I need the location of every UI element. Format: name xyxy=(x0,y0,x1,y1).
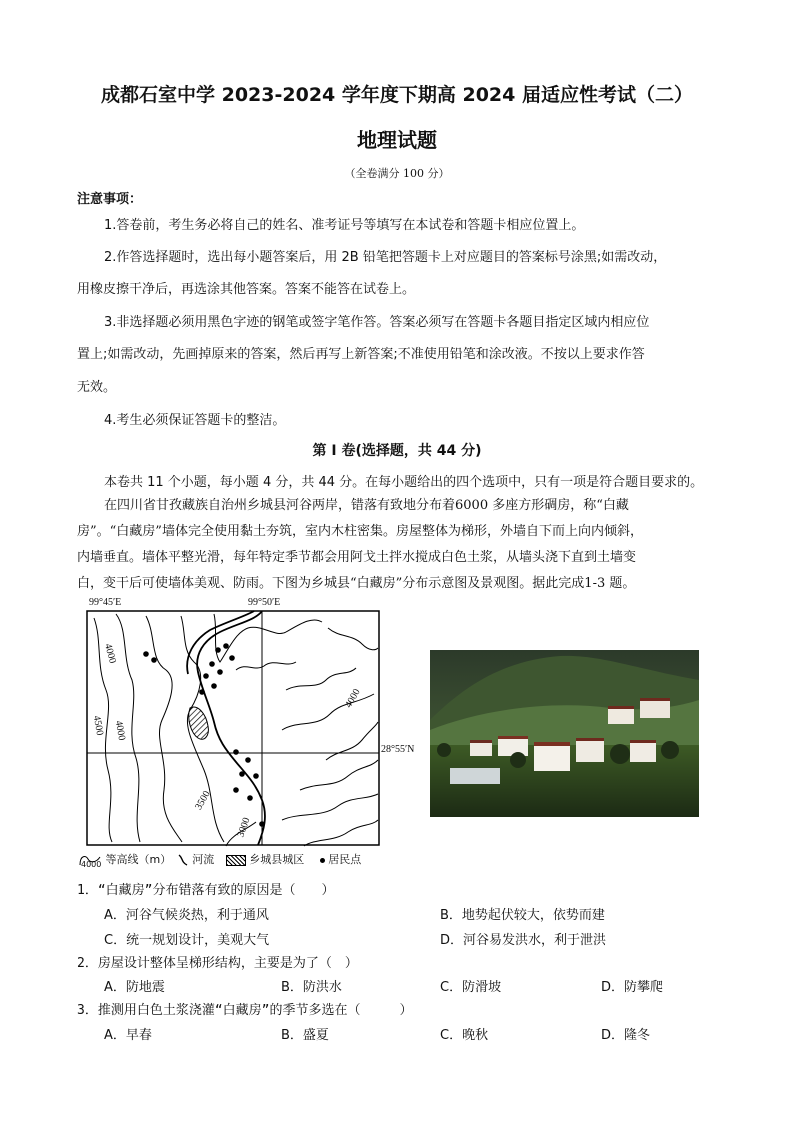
passage-line-2: 房”。“白藏房”墙体完全使用黏土夯筑，室内木柱密集。房屋整体为梯形，外墙自下而上向内倾斜， xyxy=(77,524,643,539)
river-legend-label: 河流 xyxy=(192,853,215,866)
notice-item-3-line-1: 3.非选择题必须用黑色字迹的钢笔或签字笔作答。答案必须写在答题卡各题目指定区域内相应位 xyxy=(104,315,650,330)
river-legend-icon xyxy=(177,854,189,866)
contour-label: 4500 xyxy=(90,714,106,737)
question-1-stem: 1．“白藏房”分布错落有致的原因是（ ） xyxy=(77,883,335,898)
notice-item-2-line-2: 用橡皮擦干净后，再选涂其他答案。答案不能答在试卷上。 xyxy=(77,282,416,297)
contour-legend-label: 等高线（m） xyxy=(105,853,172,866)
town-legend-label: 乡城县城区 xyxy=(249,853,305,866)
question-2-stem: 2．房屋设计整体呈梯形结构，主要是为了（ ） xyxy=(77,956,358,971)
question-3-option-c: C．晚秋 xyxy=(440,1028,489,1043)
notice-item-4: 4.考生必须保证答题卡的整洁。 xyxy=(104,413,286,428)
full-score-note: （全卷满分 100 分） xyxy=(344,167,450,180)
question-2-option-b: B．防洪水 xyxy=(281,980,342,995)
notice-item-3-line-2: 置上;如需改动，先画掉原来的答案，然后再写上新答案;不准使用铅笔和涂改液。不按以上要求作答 xyxy=(77,347,645,362)
passage-line-1: 在四川省甘孜藏族自治州乡城县河谷两岸，错落有致地分布着6000 多座方形碉房，称“白藏 xyxy=(104,498,629,513)
question-1-option-a: A．河谷气候炎热，利于通风 xyxy=(104,908,269,923)
notice-item-3-line-3: 无效。 xyxy=(77,380,117,395)
question-3-stem: 3．推测用白色土浆浇灌“白藏房”的季节多选在（ ） xyxy=(77,1003,413,1018)
contour-label: 3000 xyxy=(235,816,253,839)
white-tibetan-house-photo xyxy=(430,650,699,817)
settlement-legend-label: 居民点 xyxy=(328,853,362,866)
contour-label: 4000 xyxy=(112,719,128,742)
contour-label: 4000 xyxy=(343,687,363,710)
longitude-label-right: 99°50′E xyxy=(248,597,281,608)
notice-item-1: 1.答卷前，考生务必将自己的姓名、准考证号等填写在本试卷和答题卡相应位置上。 xyxy=(104,218,585,233)
question-2-option-d: D．防攀爬 xyxy=(601,980,664,995)
section-heading: 第 I 卷(选择题，共 44 分) xyxy=(312,443,482,459)
question-3-option-d: D．隆冬 xyxy=(601,1028,651,1043)
settlement-distribution-map xyxy=(86,610,382,848)
settlement-legend-icon xyxy=(320,858,325,863)
question-2-option-c: C．防滑坡 xyxy=(440,980,502,995)
contour-label: 3500 xyxy=(193,789,213,812)
passage-line-4: 白，变干后可使墙体美观、防雨。下图为乡城县“白藏房”分布示意图及景观图。据此完成1-3 题。 xyxy=(77,576,636,591)
subject-title: 地理试题 xyxy=(357,128,437,152)
section-intro: 本卷共 11 个小题，每小题 4 分，共 44 分。在每小题给出的四个选项中，只有一项是符合题目要求的。 xyxy=(104,475,704,490)
question-1-option-c: C．统一规划设计，美观大气 xyxy=(104,933,270,948)
question-3-option-a: A．早春 xyxy=(104,1028,152,1043)
contour-legend-icon xyxy=(78,853,102,867)
map-legend xyxy=(78,851,361,867)
longitude-label-left: 99°45′E xyxy=(89,597,122,608)
town-legend-icon xyxy=(226,855,246,866)
question-3-option-b: B．盛夏 xyxy=(281,1028,329,1043)
contour-legend-sample: 4000 xyxy=(81,860,102,869)
question-2-option-a: A．防地震 xyxy=(104,980,165,995)
passage-line-3: 内墙垂直。墙体平整光滑，每年特定季节都会用阿戈土拌水搅成白色土浆，从墙头浇下直到土墙变 xyxy=(77,550,637,565)
question-1-option-b: B．地势起伏较大，依势而建 xyxy=(440,908,605,923)
notice-heading: 注意事项： xyxy=(77,192,143,207)
latitude-label: 28°55′N xyxy=(381,744,415,755)
question-1-option-d: D．河谷易发洪水，利于泄洪 xyxy=(440,933,607,948)
notice-item-2-line-1: 2.作答选择题时，选出每小题答案后，用 2B 铅笔把答题卡上对应题目的答案标号涂黑;如需改动， xyxy=(104,250,667,265)
exam-title: 成都石室中学 2023-2024 学年度下期高 2024 届适应性考试（二） xyxy=(101,84,693,106)
contour-label: 4000 xyxy=(102,642,118,665)
